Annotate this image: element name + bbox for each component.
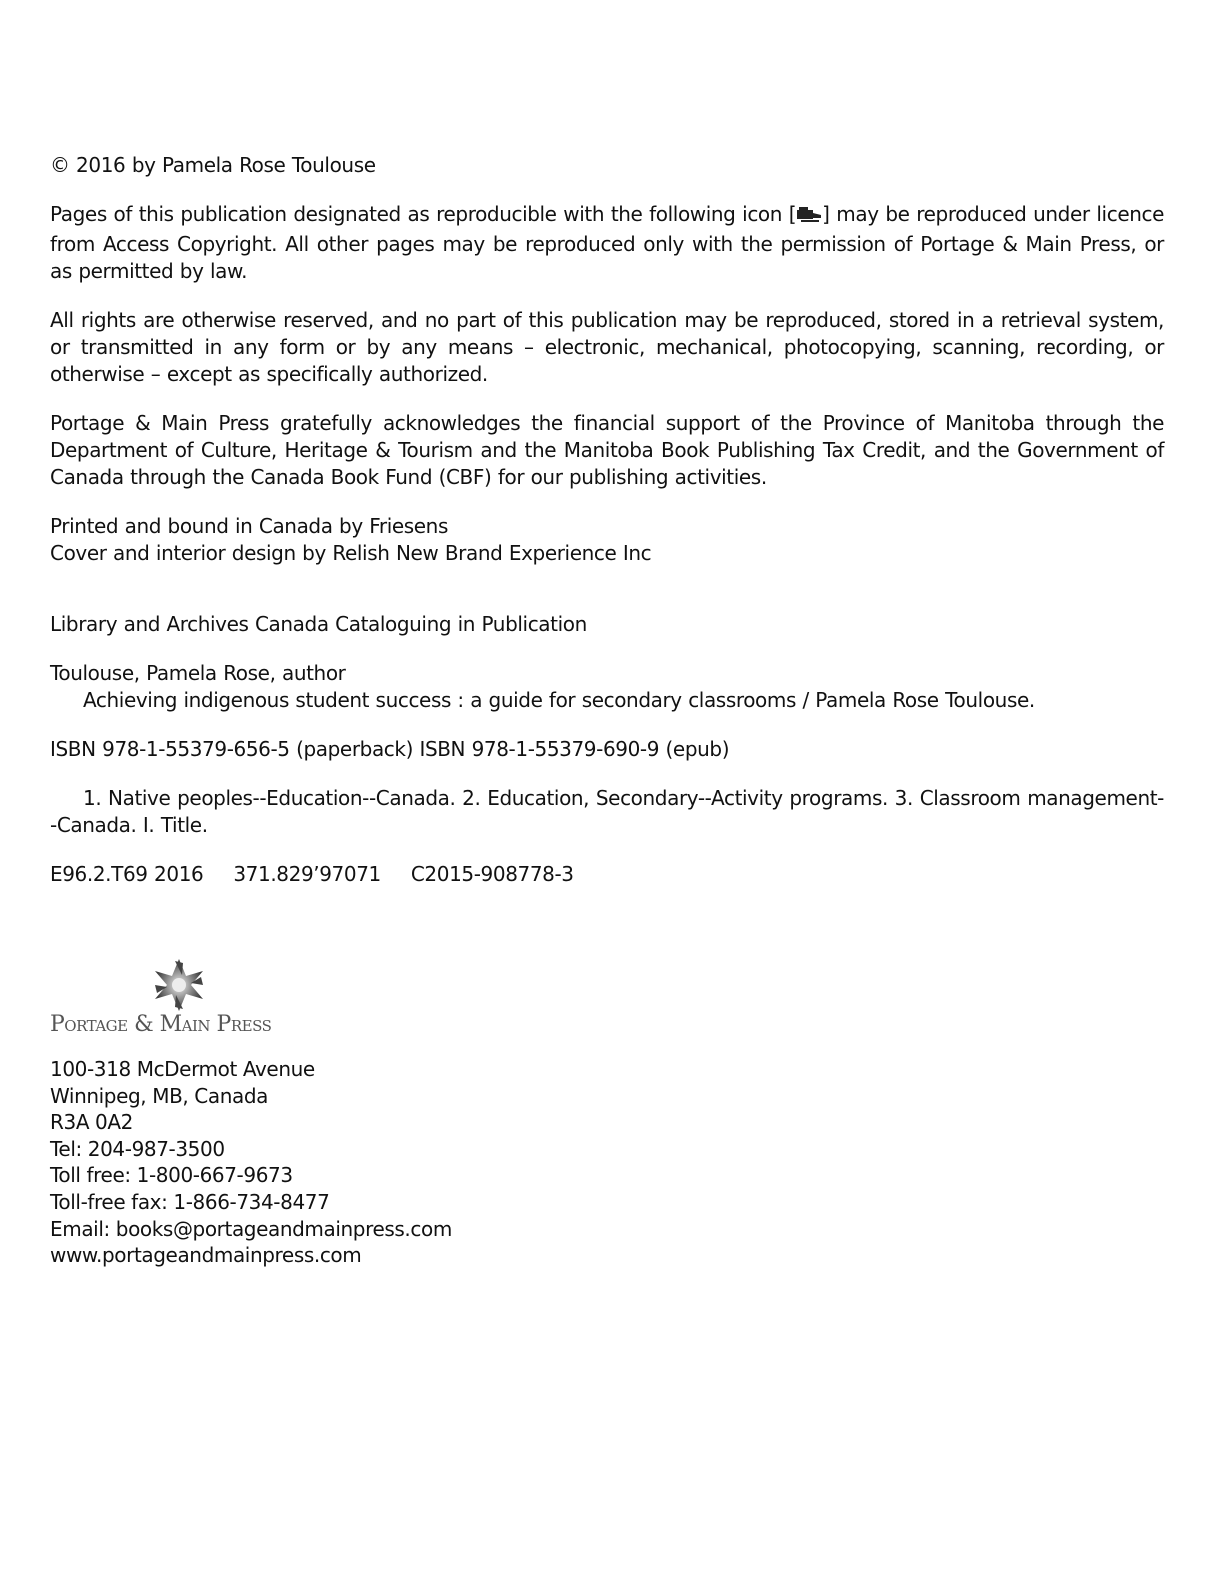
reproducible-hand-icon (796, 204, 822, 231)
publisher-name: Portage & Main Press (50, 1012, 272, 1037)
publisher-logo (50, 958, 320, 1042)
reproducible-notice-start: Pages of this publication designated as reproducible with the following icon [ (50, 202, 797, 226)
copyright-line: © 2016 by Pamela Rose Toulouse (50, 153, 376, 177)
reproducible-notice-end: ] may be reproduced under licence from Access Copyright. All other pages may be reproduced only with the permission of Portage & Main Press, or as permitted by law. (50, 202, 1164, 283)
cip-author: Toulouse, Pamela Rose, author (50, 661, 346, 685)
address-fax: Toll-free fax: 1-866-734-8477 (50, 1189, 330, 1214)
address-city: Winnipeg, MB, Canada (50, 1083, 269, 1108)
cip-heading: Library and Archives Canada Cataloguing in Publication (50, 612, 587, 636)
cip-subjects: 1. Native peoples--Education--Canada. 2. Education, Secondary--Activity programs. 3. Classroom management--Canada. I. Title. (50, 786, 1164, 837)
cip-isbn: ISBN 978-1-55379-656-5 (paperback) ISBN 978-1-55379-690-9 (epub) (50, 737, 730, 761)
cip-classification (50, 861, 1164, 888)
address-toll-free: Toll free: 1-800-667-9673 (50, 1163, 293, 1188)
printed-line: Printed and bound in Canada by Friesens (50, 514, 448, 538)
address-street: 100-318 McDermot Avenue (50, 1057, 315, 1081)
address-postal-code: R3A 0A2 (50, 1110, 133, 1135)
design-line: Cover and interior design by Relish New Brand Experience Inc (50, 541, 652, 565)
address-email: Email: books@portageandmainpress.com (50, 1216, 452, 1241)
rights-notice: All rights are otherwise reserved, and no part of this publication may be reproduced, stored in a retrieval system, or transmitted in any form or by any means – electronic, mechanical, photocopying, scanning, recording, or otherwise – except as specifically authorized. (50, 308, 1164, 386)
publisher-address (50, 1056, 452, 1269)
copyright-page (50, 152, 1164, 888)
canadiana-number: C2015-908778-3 (410, 862, 574, 886)
lc-call-number: E96.2.T69 2016 (50, 862, 204, 886)
cip-title: Achieving indigenous student success : a guide for secondary classrooms / Pamela Rose Toulouse. (83, 688, 1035, 712)
pinwheel-logo-icon (150, 958, 208, 1012)
reproducible-notice (50, 201, 1164, 285)
address-website: www.portageandmainpress.com (50, 1243, 362, 1268)
dewey-number: 371.829’97071 (233, 862, 381, 886)
acknowledgement: Portage & Main Press gratefully acknowledges the financial support of the Province of Manitoba through the Department of Culture, Heritage & Tourism and the Manitoba Book Publishing Tax Credit, and the Government of Canada through the Canada Book Fund (CBF) for our publishing activities. (50, 411, 1164, 489)
address-telephone: Tel: 204-987-3500 (50, 1136, 225, 1161)
